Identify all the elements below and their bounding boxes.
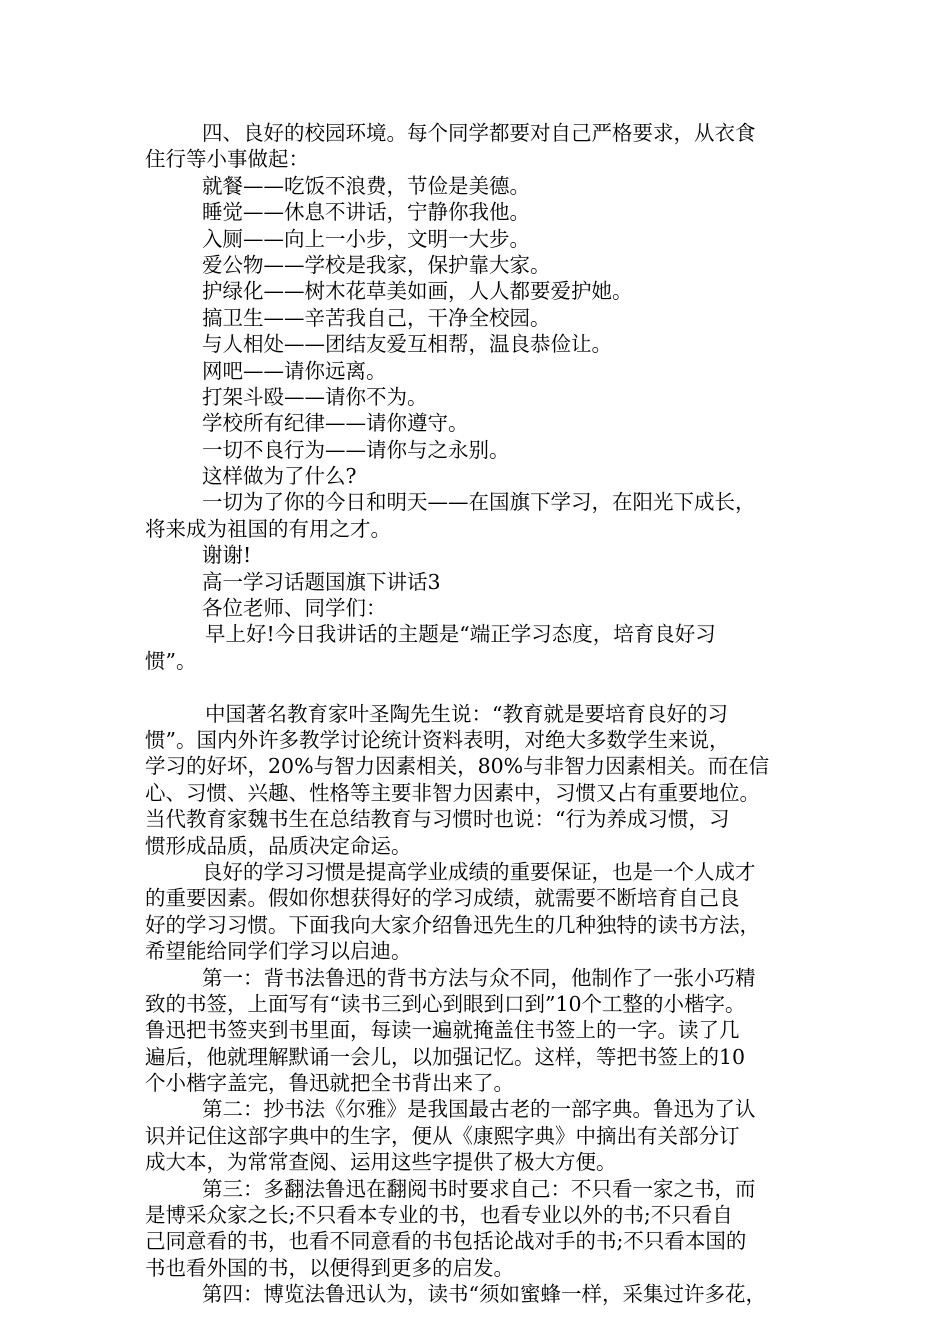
text-line: 睡觉——休息不讲话，宁静你我他。: [202, 200, 530, 225]
text-line: 是博采众家之长;不只看本专业的书，也看专业以外的书;不只看自: [145, 1203, 733, 1228]
text-line: 打架斗殴——请你不为。: [202, 384, 428, 409]
text-line: 入厕——向上一小步，文明一大步。: [202, 226, 530, 251]
text-line: 网吧——请你远离。: [202, 358, 387, 383]
text-line: 一切为了你的今日和明天——在国旗下学习，在阳光下成长，: [202, 490, 756, 515]
text-line: 爱公物——学校是我家，保护靠大家。: [202, 252, 551, 277]
text-line: 学校所有纪律——请你遵守。: [202, 411, 469, 436]
text-line: 遍后，他就理解默诵一会儿，以加强记忆。这样，等把书签上的10: [145, 1044, 746, 1069]
text-line: 个小楷字盖完，鲁迅就把全书背出来了。: [145, 1071, 514, 1096]
text-line: 各位老师、同学们：: [202, 596, 387, 621]
text-line: 学习的好坏，20%与智力因素相关，80%与非智力因素相关。而在信: [145, 754, 770, 779]
text-line: 惯”。国内外许多教学讨论统计资料表明，对绝大多数学生来说，: [145, 727, 730, 752]
text-line: 书也看外国的书，以便得到更多的启发。: [145, 1255, 514, 1280]
text-line: 第三：多翻法鲁迅在翻阅书时要求自己：不只看一家之书，而: [202, 1176, 756, 1201]
text-line: 的重要因素。假如你想获得好的学习成绩，就需要不断培育自己良: [145, 886, 740, 911]
text-line: [145, 674, 815, 700]
text-line: 成大本，为常常查阅、运用这些字提供了极大方便。: [145, 1150, 617, 1175]
text-line: 良好的学习习惯是提高学业成绩的重要保证，也是一个人成才: [202, 859, 756, 884]
text-line: 高一学习话题国旗下讲话3: [202, 569, 441, 594]
text-line: 己同意看的书，也看不同意看的书包括论战对手的书;不只看本国的: [145, 1229, 747, 1254]
text-line: 第一：背书法鲁迅的背书方法与众不同，他制作了一张小巧精: [202, 965, 756, 990]
text-line: 心、习惯、兴趣、性格等主要非智力因素中，习惯又占有重要地位。: [145, 780, 760, 805]
text-line: 致的书签，上面写有“读书三到心到眼到口到”10个工整的小楷字。: [145, 991, 746, 1016]
text-line: 就餐——吃饭不浪费，节俭是美德。: [202, 173, 530, 198]
text-line: 早上好!今日我讲话的主题是“端正学习态度，培育良好习: [205, 622, 716, 647]
text-line: 第四：博览法鲁迅认为，读书“须如蜜蜂一样，采集过许多花，: [202, 1282, 766, 1307]
text-line: 搞卫生——辛苦我自己，干净全校园。: [202, 305, 551, 330]
document-body: [145, 120, 815, 1308]
text-line: 惯形成品质，品质决定命运。: [145, 833, 412, 858]
text-line: 中国著名教育家叶圣陶先生说：“教育就是要培育良好的习: [205, 701, 728, 726]
text-line: 四、良好的校园环境。每个同学都要对自己严格要求，从衣食: [202, 121, 756, 145]
text-line: 住行等小事做起：: [145, 147, 309, 172]
text-line: 希望能给同学们学习以启迪。: [145, 939, 412, 964]
text-line: 将来成为祖国的有用之才。: [145, 516, 391, 541]
text-line: 当代教育家魏书生在总结教育与习惯时也说：“行为养成习惯，习: [145, 807, 730, 832]
text-line: 惯”。: [145, 648, 197, 673]
text-line: 好的学习习惯。下面我向大家介绍鲁迅先生的几种独特的读书方法，: [145, 912, 760, 937]
text-line: 一切不良行为——请你与之永别。: [202, 437, 510, 462]
text-line: 谢谢!: [202, 543, 252, 568]
text-line: 这样做为了什么?: [202, 464, 357, 489]
text-line: 第二：抄书法《尔雅》是我国最古老的一部字典。鲁迅为了认: [202, 1097, 756, 1122]
text-line: 护绿化——树木花草美如画，人人都要爱护她。: [202, 279, 633, 304]
text-line: 与人相处——团结友爱互相帮，温良恭俭让。: [202, 332, 612, 357]
text-line: 识并记住这部字典中的生字，便从《康熙字典》中摘出有关部分订: [145, 1123, 740, 1148]
text-line: 鲁迅把书签夹到书里面，每读一遍就掩盖住书签上的一字。读了几: [145, 1018, 740, 1043]
